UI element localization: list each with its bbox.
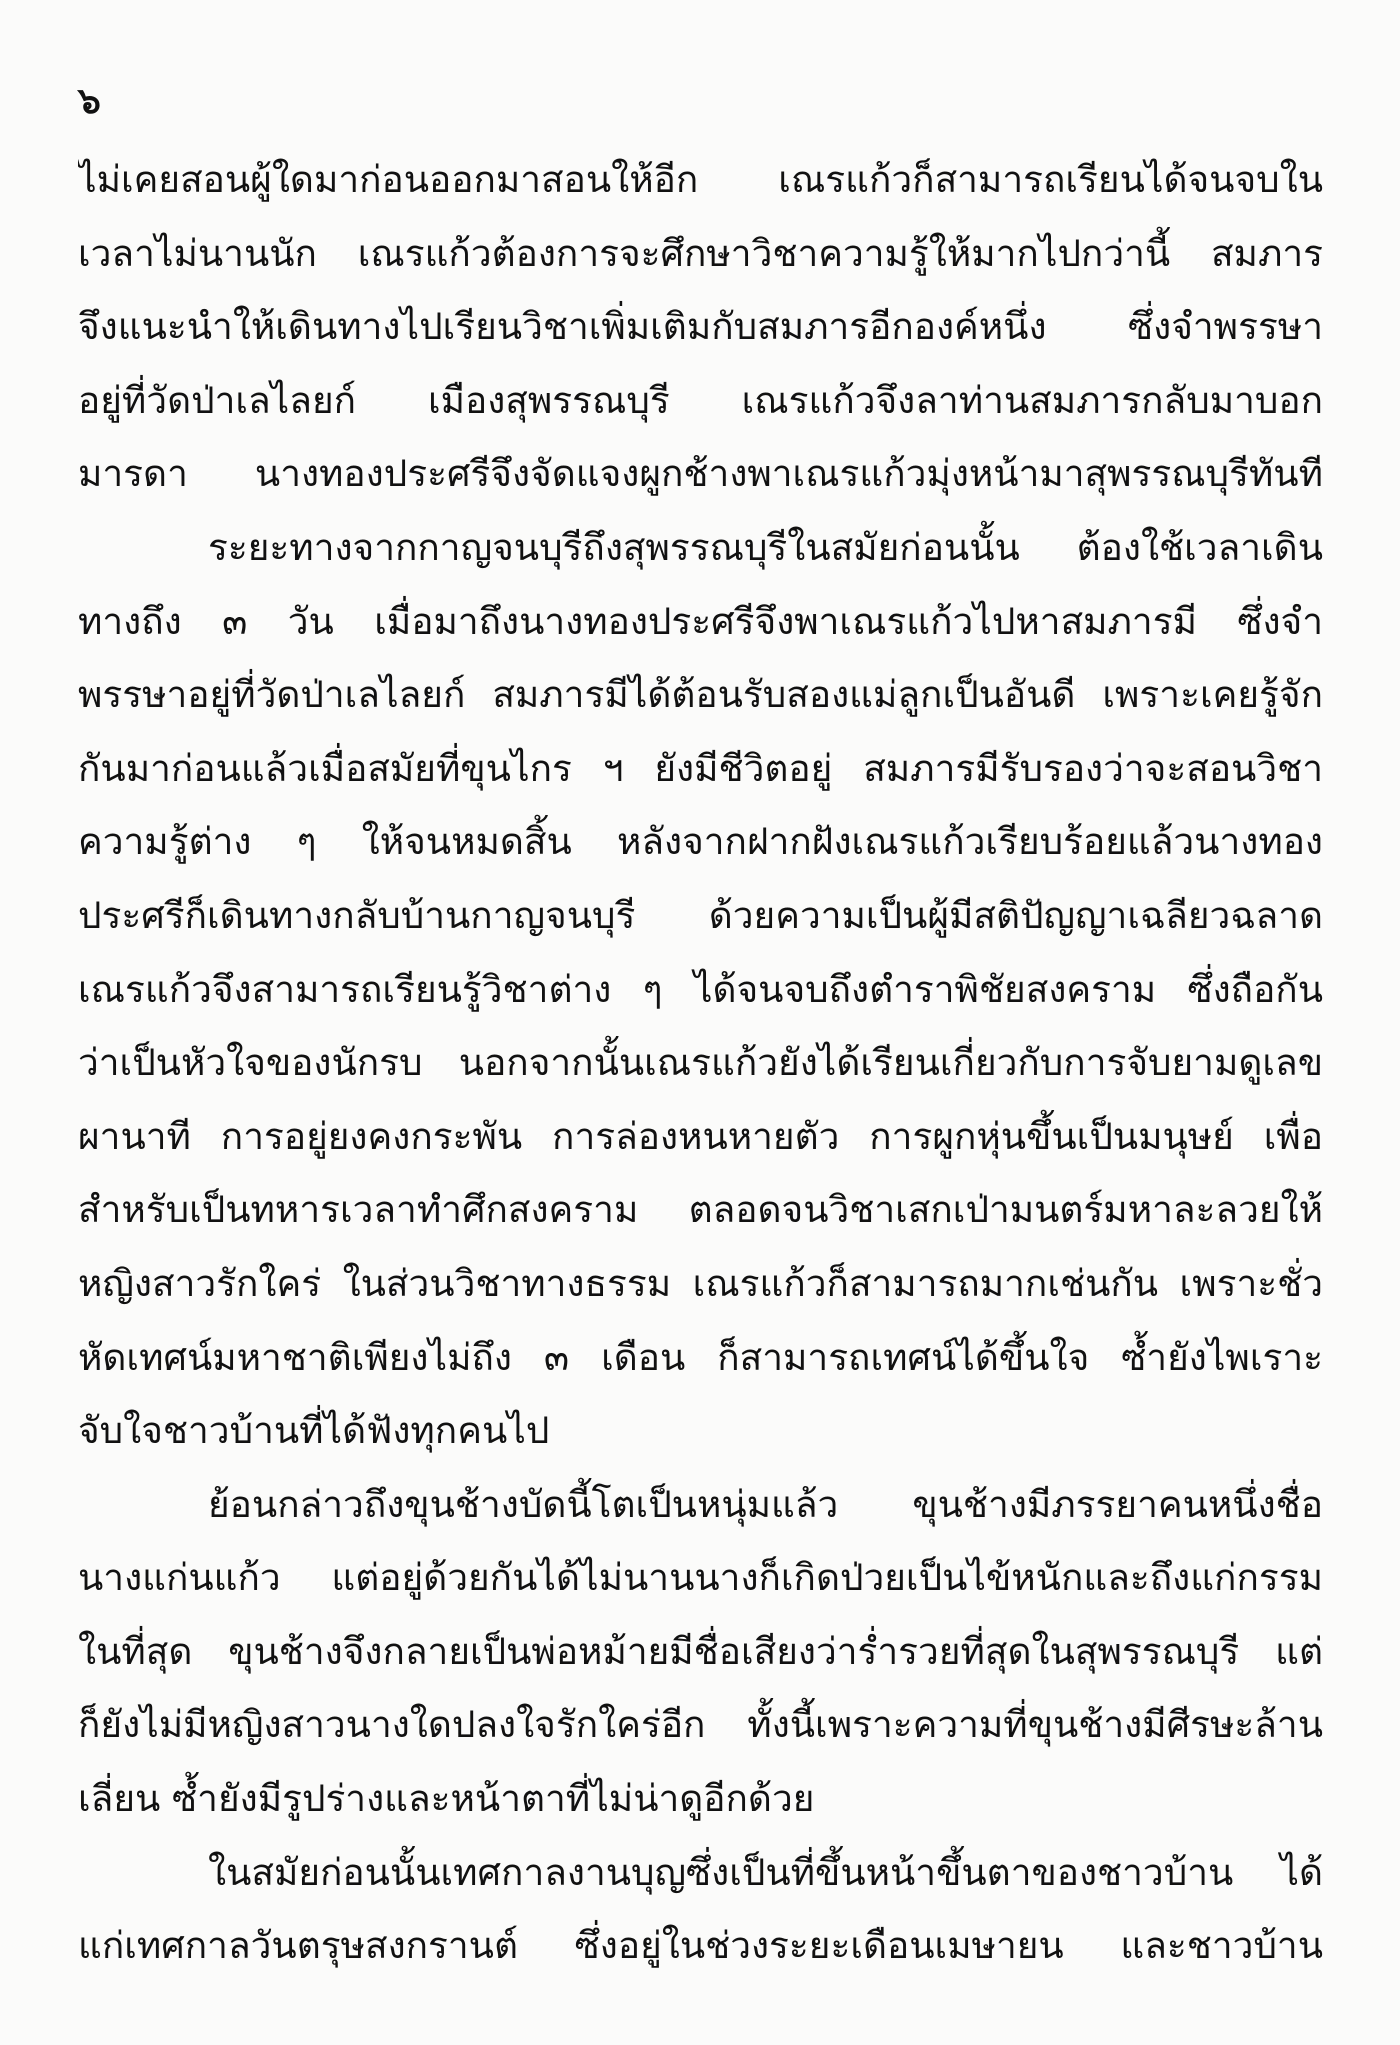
text-line: ความรู้ต่าง ๆ ให้จนหมดสิ้น หลังจากฝากฝังเณรแก้วเรียบร้อยแล้วนางทอง	[78, 820, 1323, 864]
body-text	[78, 152, 1323, 1992]
text-line: ทางถึง ๓ วัน เมื่อมาถึงนางทองประศรีจึงพาเณรแก้วไปหาสมภารมี ซึ่งจำ	[78, 599, 1323, 643]
text-line: มารดา นางทองประศรีจึงจัดแจงผูกช้างพาเณรแก้วมุ่งหน้ามาสุพรรณบุรีทันที	[78, 452, 1323, 496]
text-line: ไม่เคยสอนผู้ใดมาก่อนออกมาสอนให้อีก เณรแก้วก็สามารถเรียนได้จนจบใน	[78, 158, 1323, 201]
text-line: ในที่สุด ขุนช้างจึงกลายเป็นพ่อหม้ายมีชื่อเสียงว่าร่ำรวยที่สุดในสุพรรณบุรี แต่	[78, 1629, 1323, 1673]
text-line: เวลาไม่นานนัก เณรแก้วต้องการจะศึกษาวิชาความรู้ให้มากไปกว่านี้ สมภาร	[78, 231, 1323, 275]
text-line: หัดเทศน์มหาชาติเพียงไม่ถึง ๓ เดือน ก็สามารถเทศน์ได้ขึ้นใจ ซ้ำยังไพเราะ	[78, 1335, 1323, 1379]
text-line: ประศรีก็เดินทางกลับบ้านกาญจนบุรี ด้วยความเป็นผู้มีสติปัญญาเฉลียวฉลาด	[78, 893, 1323, 937]
text-line: สำหรับเป็นทหารเวลาทำศึกสงคราม ตลอดจนวิชาเสกเป่ามนตร์มหาละลวยให้	[78, 1188, 1323, 1232]
text-line: กันมาก่อนแล้วเมื่อสมัยที่ขุนไกร ฯ ยังมีชีวิตอยู่ สมภารมีรับรองว่าจะสอนวิชา	[78, 746, 1323, 790]
text-line: ว่าเป็นหัวใจของนักรบ นอกจากนั้นเณรแก้วยังได้เรียนเกี่ยวกับการจับยามดูเลข	[78, 1041, 1323, 1085]
text-line: ย้อนกล่าวถึงขุนช้างบัดนี้โตเป็นหนุ่มแล้ว ขุนช้างมีภรรยาคนหนึ่งชื่อ	[208, 1482, 1323, 1526]
text-line: จึงแนะนำให้เดินทางไปเรียนวิชาเพิ่มเติมกับสมภารอีกองค์หนึ่ง ซึ่งจำพรรษา	[78, 305, 1323, 349]
text-line: หญิงสาวรักใคร่ ในส่วนวิชาทางธรรม เณรแก้วก็สามารถมากเช่นกัน เพราะชั่ว	[78, 1261, 1323, 1305]
text-line: เลี่ยน ซ้ำยังมีรูปร่างและหน้าตาที่ไม่น่าดูอีกด้วย	[78, 1777, 815, 1821]
text-line: แก่เทศกาลวันตรุษสงกรานต์ ซึ่งอยู่ในช่วงระยะเดือนเมษายน และชาวบ้าน	[78, 1924, 1323, 1968]
text-line: ระยะทางจากกาญจนบุรีถึงสุพรรณบุรีในสมัยก่อนนั้น ต้องใช้เวลาเดิน	[208, 525, 1323, 569]
text-line: อยู่ที่วัดป่าเลไลยก์ เมืองสุพรรณบุรี เณรแก้วจึงลาท่านสมภารกลับมาบอก	[78, 378, 1323, 422]
text-line: จับใจชาวบ้านที่ได้ฟังทุกคนไป	[78, 1409, 550, 1453]
text-line: ผานาที การอยู่ยงคงกระพัน การล่องหนหายตัว การผูกหุ่นขึ้นเป็นมนุษย์ เพื่อ	[78, 1114, 1323, 1158]
text-line: พรรษาอยู่ที่วัดป่าเลไลยก์ สมภารมีได้ต้อนรับสองแม่ลูกเป็นอันดี เพราะเคยรู้จัก	[78, 673, 1323, 717]
page-number: ๖	[78, 81, 101, 122]
text-line: เณรแก้วจึงสามารถเรียนรู้วิชาต่าง ๆ ได้จนจบถึงตำราพิชัยสงคราม ซึ่งถือกัน	[78, 967, 1323, 1011]
text-line: ในสมัยก่อนนั้นเทศกาลงานบุญซึ่งเป็นที่ขึ้นหน้าขึ้นตาของชาวบ้าน ได้	[208, 1850, 1323, 1894]
text-line: ก็ยังไม่มีหญิงสาวนางใดปลงใจรักใคร่อีก ทั้งนี้เพราะความที่ขุนช้างมีศีรษะล้าน	[78, 1703, 1323, 1747]
text-line: นางแก่นแก้ว แต่อยู่ด้วยกันได้ไม่นานนางก็เกิดป่วยเป็นไข้หนักและถึงแก่กรรม	[78, 1556, 1323, 1600]
